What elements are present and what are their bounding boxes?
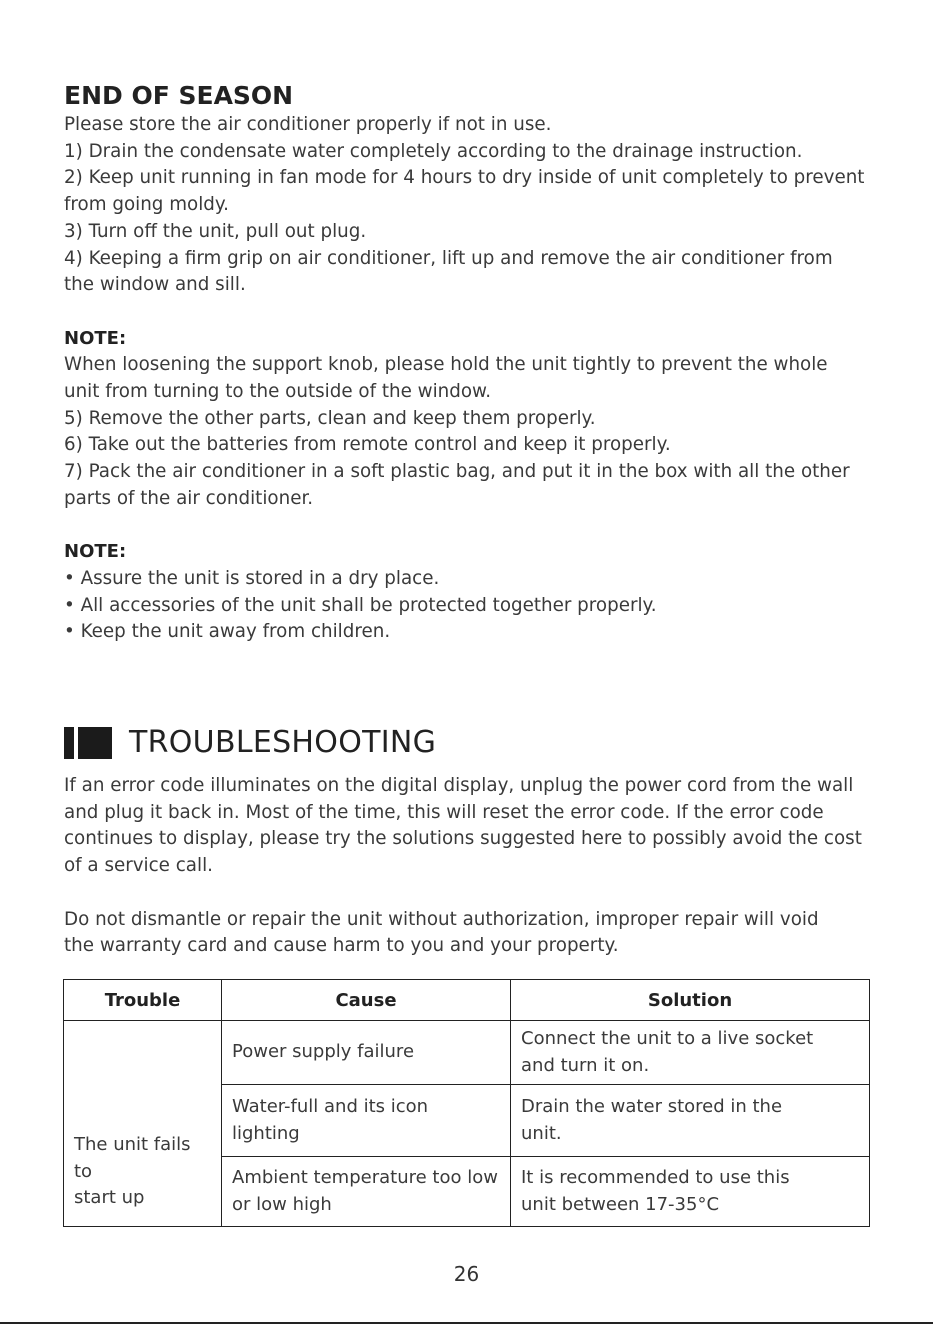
trouble-line: The unit fails to [74,1133,191,1182]
note-line: 5) Remove the other parts, clean and keep them properly. [64,407,596,429]
table-row [64,1021,870,1085]
solution-line: Connect the unit to a live socket [521,1027,814,1049]
section-marker-icon [78,727,112,759]
solution-line: It is recommended to use this [521,1166,790,1188]
cause-cell [222,1157,511,1227]
solution-cell [511,1085,870,1157]
cause-cell [222,1085,511,1157]
intro-line: continues to display, please try the solutions suggested here to possibly avoid the cost [64,828,862,850]
solution-line: and turn it on. [521,1054,650,1076]
trouble-cell [64,1021,222,1227]
intro-line: and plug it back in. Most of the time, this will reset the error code. If the error code [64,801,824,823]
solution-line: Drain the water stored in the [521,1095,783,1117]
cause-line: Power supply failure [232,1041,415,1063]
header-solution: Solution [511,980,870,1021]
trouble-line: start up [74,1187,145,1209]
eos-line: 2) Keep unit running in fan mode for 4 hours to dry inside of unit completely to prevent [64,167,865,189]
eos-line: from going moldy. [64,194,229,216]
note-label: NOTE: [64,541,127,563]
note-bullet: • Assure the unit is stored in a dry place. [64,567,440,589]
cause-line: or low high [232,1193,332,1215]
header-trouble: Trouble [64,980,222,1021]
solution-cell [511,1021,870,1085]
note-bullet: • All accessories of the unit shall be protected together properly. [64,594,657,616]
troubleshooting-intro [64,773,872,960]
note-label: NOTE: [64,327,127,349]
cause-line: Water-full and its icon lighting [232,1095,429,1144]
eos-line: 1) Drain the condensate water completely according to the drainage instruction. [64,140,803,162]
troubleshooting-heading [64,724,436,762]
note-bullet: • Keep the unit away from children. [64,621,391,643]
solution-line: unit. [521,1122,562,1144]
note-line: 7) Pack the air conditioner in a soft plastic bag, and put it in the box with all the other [64,461,850,483]
note-line: 6) Take out the batteries from remote control and keep it properly. [64,434,671,456]
table-header-row [64,980,870,1021]
intro-line: If an error code illuminates on the digital display, unplug the power cord from the wall [64,775,854,796]
note-line: When loosening the support knob, please hold the unit tightly to prevent the whole [64,354,828,376]
cause-line: Ambient temperature too low [232,1166,498,1188]
header-cause: Cause [222,980,511,1021]
end-of-season-section [64,80,872,646]
eos-line: 4) Keeping a firm grip on air conditioner, lift up and remove the air conditioner from [64,247,833,269]
eos-line: 3) Turn off the unit, pull out plug. [64,220,367,242]
cause-cell [222,1021,511,1085]
intro-line: of a service call. [64,855,213,877]
warning-line: Do not dismantle or repair the unit without authorization, improper repair will void [64,908,819,930]
troubleshooting-table [63,979,870,1227]
section-marker-icon [64,727,74,759]
note-line: unit from turning to the outside of the window. [64,381,492,403]
solution-cell [511,1157,870,1227]
warning-line: the warranty card and cause harm to you and your property. [64,935,619,957]
eos-line: Please store the air conditioner properly if not in use. [64,114,552,135]
solution-line: unit between 17-35°C [521,1193,720,1215]
page-number: 26 [453,1262,480,1286]
eos-line: the window and sill. [64,274,246,296]
troubleshooting-title: TROUBLESHOOTING [129,725,437,760]
note-line: parts of the air conditioner. [64,487,314,509]
end-of-season-title: END OF SEASON [64,81,294,110]
